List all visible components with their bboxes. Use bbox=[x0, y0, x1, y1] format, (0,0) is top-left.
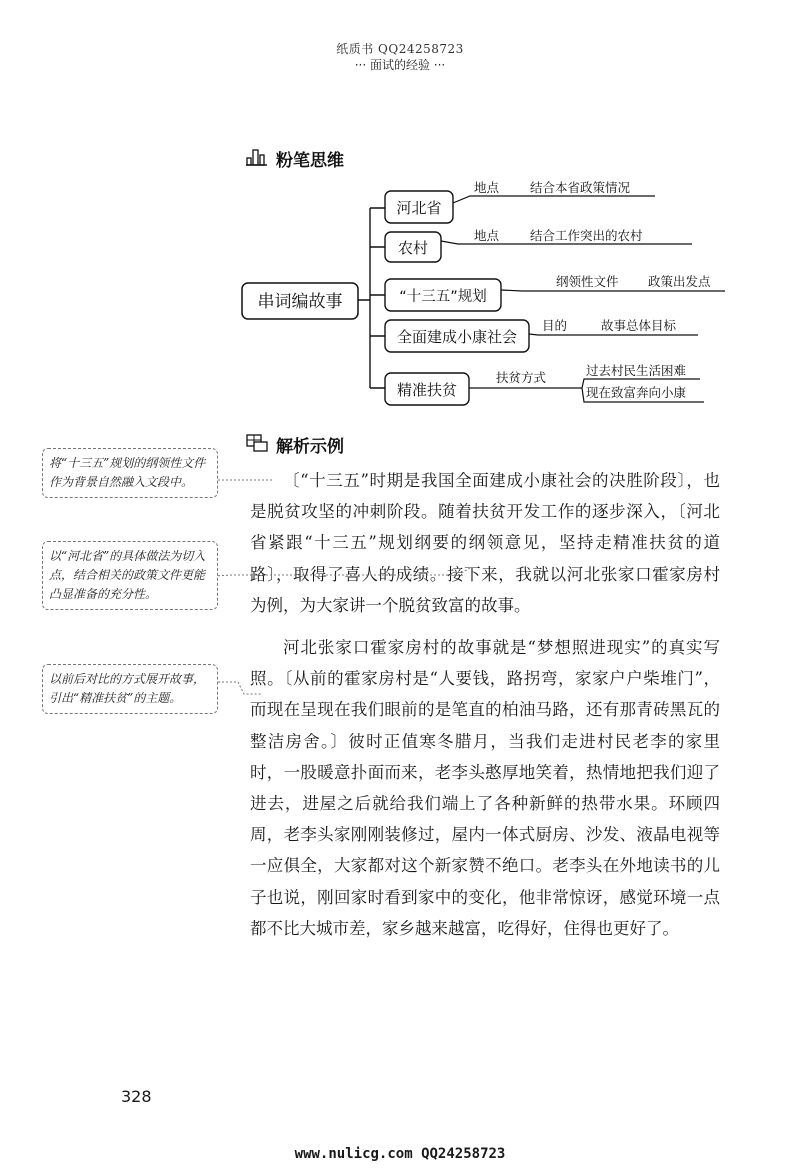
branch-hebei-note-1: 地点 bbox=[474, 180, 500, 195]
analysis-example-title: 解析示例 bbox=[276, 437, 344, 457]
mind-map-root: 串词编故事 bbox=[257, 292, 343, 312]
analysis-paragraph-2: 河北张家口霍家房村的故事就是“梦想照进现实”的真实写照。〔从前的霍家房村是“人要钱，路拐弯，家家户户柴堆门”，而现在呈现在我们眼前的是笔直的柏油马路，还有那青砖黑瓦的整洁房舍。〕彼时正值寒冬腊月，当我们走进村民老李的家里时，一股暖意扑面而来，老李头憨厚地笑着，热情地把我们迎了进去，进屋之后就给我们端上了各种新鲜的热带水果。环顾四周，老李头家刚刚装修过，屋内一体式厨房、沙发、液晶电视等一应俱全，大家都对这个新家赞不绝口。老李头在外地读书的儿子也说，刚回家时看到家中的变化，他非常惊讶，感觉环境一点都不比大城市差，家乡越来越富，吃得好，住得也更好了。 bbox=[250, 638, 720, 938]
branch-plan: “十三五”规划 bbox=[399, 289, 487, 305]
watermark: 纸质书 QQ24258723 bbox=[336, 42, 464, 56]
branch-xiaokang-note-2: 故事总体目标 bbox=[601, 318, 677, 333]
branch-poverty-past: 过去村民生活困难 bbox=[586, 363, 687, 378]
branch-rural: 农村 bbox=[397, 239, 429, 257]
branch-plan-note-2: 政策出发点 bbox=[648, 274, 711, 289]
branch-xiaokang: 全面建成小康社会 bbox=[396, 328, 518, 346]
branch-plan-note-1: 纲领性文件 bbox=[556, 274, 619, 289]
branch-hebei-note-2: 结合本省政策情况 bbox=[530, 180, 631, 195]
margin-note-2: 以“河北省”的具体做法为切入点，结合相关的政策文件更能凸显准备的充分性。 bbox=[42, 541, 218, 610]
margin-note-3: 以前后对比的方式展开故事，引出“精准扶贫”的主题。 bbox=[42, 664, 218, 714]
branch-hebei: 河北省 bbox=[396, 199, 442, 217]
running-title: ··· 面试的经验 ··· bbox=[354, 58, 446, 72]
analysis-paragraph-1: 〔“十三五”时期是我国全面建成小康社会的决胜阶段〕，也是脱贫攻坚的冲刺阶段。随着扶贫开发工作的逐步深入，〔河北省紧跟“十三五”规划纲要的纲领意见，坚持走精准扶贫的道路〕，取得了喜人的成绩。接下来，我就以河北张家口霍家房村为例，为大家讲一个脱贫致富的故事。 bbox=[250, 471, 720, 615]
branch-poverty: 精准扶贫 bbox=[396, 381, 458, 399]
branch-rural-note-2: 结合工作突出的农村 bbox=[530, 228, 643, 243]
mind-map-title: 粉笔思维 bbox=[276, 151, 344, 171]
margin-note-1: 将“十三五”规划的纲领性文件作为背景自然融入文段中。 bbox=[42, 448, 218, 498]
branch-poverty-connector: 扶贫方式 bbox=[496, 370, 547, 385]
branch-xiaokang-note-1: 目的 bbox=[542, 318, 568, 333]
branch-rural-note-1: 地点 bbox=[474, 228, 500, 243]
page-number: 328 bbox=[121, 1087, 152, 1106]
footer-watermark: www.nulicg.com QQ24258723 bbox=[294, 1146, 506, 1162]
branch-poverty-now: 现在致富奔向小康 bbox=[586, 385, 687, 400]
